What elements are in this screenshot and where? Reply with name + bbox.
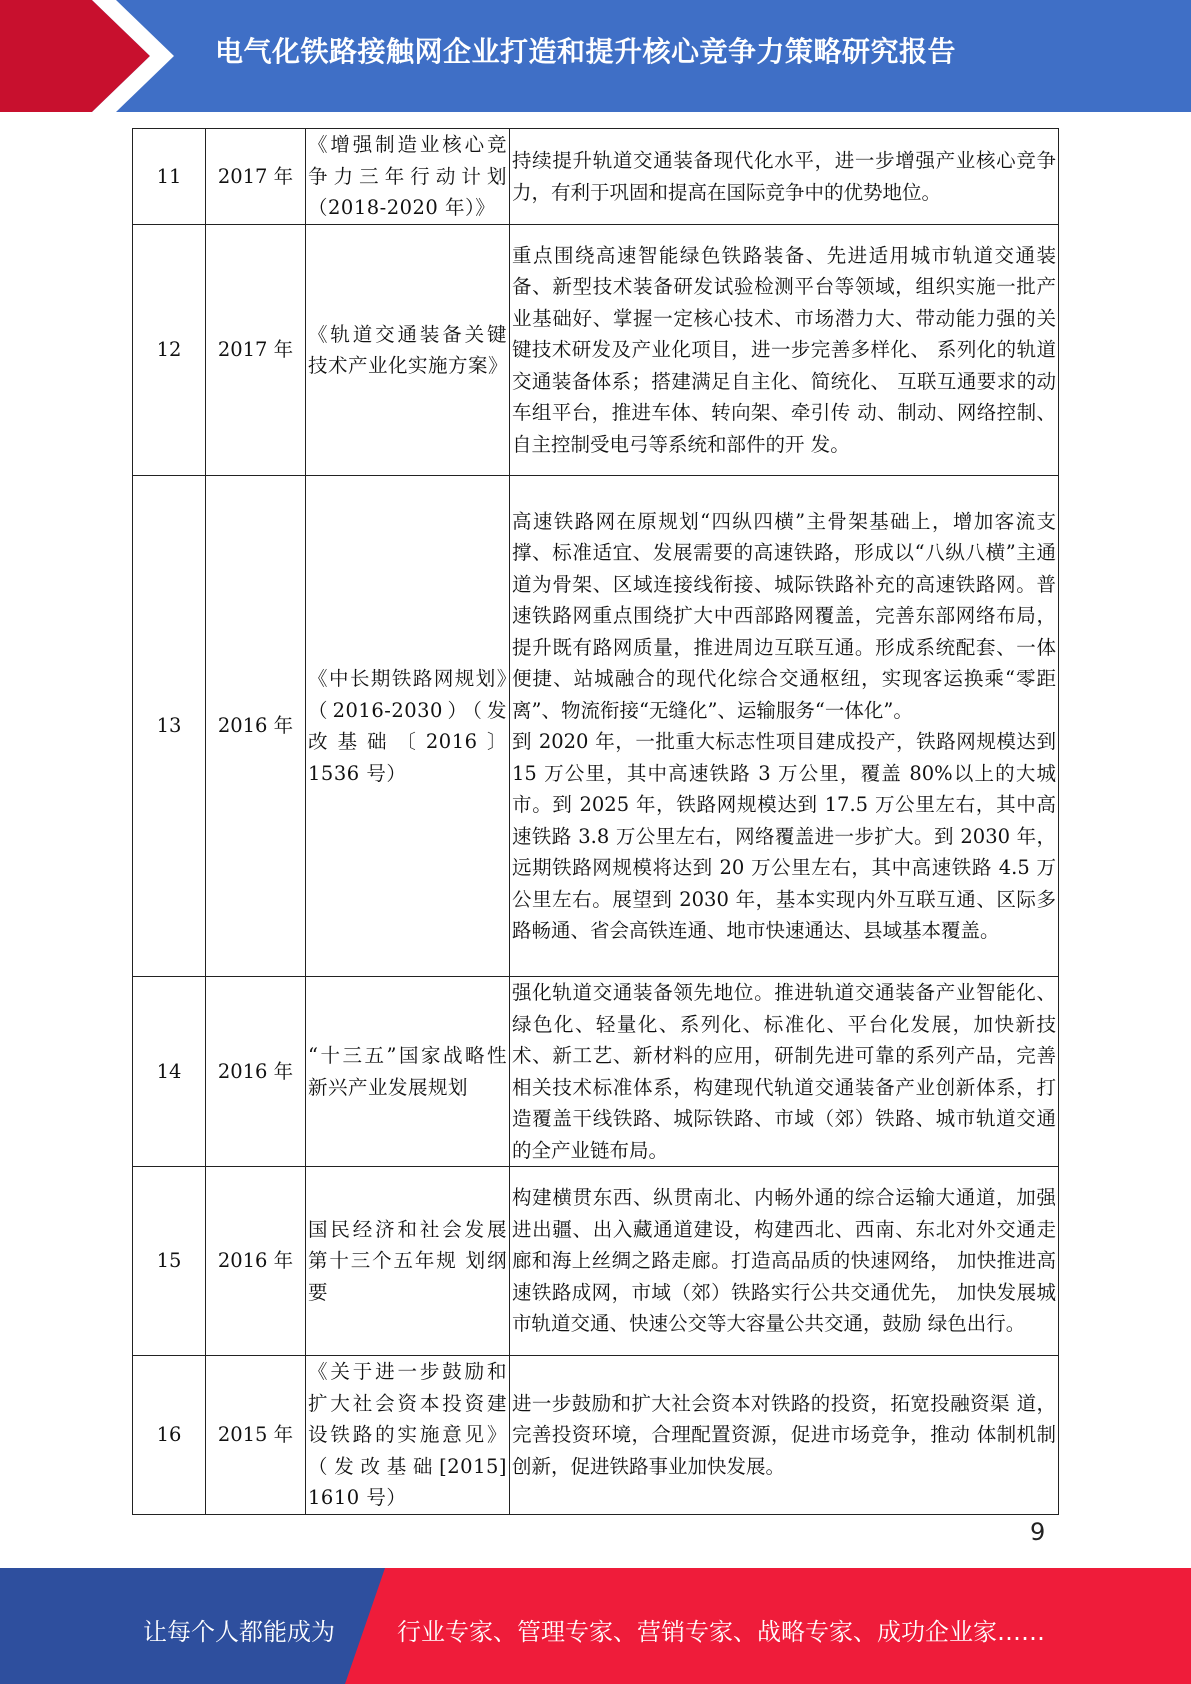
page-header [0, 0, 1191, 112]
row-year: 2015 年 [206, 1356, 306, 1515]
row-number: 12 [133, 225, 206, 476]
row-year: 2016 年 [206, 1167, 306, 1356]
row-year: 2017 年 [206, 225, 306, 476]
policy-name: 《关于进一步鼓励和扩大社会资本投资建设铁路的实施意见》（发改基础[2015] 1610 号） [306, 1356, 510, 1515]
policy-name: 《增强制造业核心竞争力三年行动计划（2018-2020 年）》 [306, 129, 510, 225]
policy-content: 构建横贯东西、纵贯南北、内畅外通的综合运输大通道，加强进出疆、出入藏通道建设，构建西北、西南、东北对外交通走廊和海上丝绸之路走廊。打造高品质的快速网络， 加快推进高速铁路成网，市域（郊）铁路实行公共交通优先， 加快发展城市轨道交通、快速公交等大容量公共交通，鼓励 绿色出行。 [510, 1167, 1059, 1356]
row-number: 16 [133, 1356, 206, 1515]
row-number: 13 [133, 476, 206, 977]
page-number: 9 [1030, 1518, 1046, 1546]
policy-name: “十三五”国家战略性新兴产业发展规划 [306, 977, 510, 1167]
policy-content: 强化轨道交通装备领先地位。推进轨道交通装备产业智能化、绿色化、轻量化、系列化、标准化、平台化发展，加快新技术、新工艺、新材料的应用，研制先进可靠的系列产品，完善相关技术标准体系，构建现代轨道交通装备产业创新体系，打造覆盖干线铁路、城际铁路、市域（郊）铁路、城市轨道交通的全产业链布局。 [510, 977, 1059, 1167]
page-footer [0, 1568, 1191, 1684]
table-row [133, 129, 1059, 225]
policy-content: 重点围绕高速智能绿色铁路装备、先进适用城市轨道交通装备、新型技术装备研发试验检测平台等领域，组织实施一批产业基础好、掌握一定核心技术、市场潜力大、带动能力强的关键技术研发及产业化项目，进一步完善多样化、 系列化的轨道交通装备体系；搭建满足自主化、简统化、 互联互通要求的动车组平台，推进车体、转向架、牵引传 动、制动、网络控制、自主控制受电弓等系统和部件的开 发。 [510, 225, 1059, 476]
table-row [133, 476, 1059, 977]
row-year: 2016 年 [206, 476, 306, 977]
table-row [133, 977, 1059, 1167]
table-row [133, 1167, 1059, 1356]
policy-name: 国民经济和社会发展第十三个五年规 划纲要 [306, 1167, 510, 1356]
table-row [133, 225, 1059, 476]
policy-content [510, 476, 1059, 977]
row-year: 2017 年 [206, 129, 306, 225]
policy-name: 《中长期铁路网规划》（2016-2030）（发 改基础〔2016〕1536 号） [306, 476, 510, 977]
row-number: 11 [133, 129, 206, 225]
policy-content-para-1: 高速铁路网在原规划“四纵四横”主骨架基础上，增加客流支撑、标准适宜、发展需要的高速铁路，形成以“八纵八横”主通道为骨架、区域连接线衔接、城际铁路补充的高速铁路网。普速铁路网重点围绕扩大中西部路网覆盖，完善东部网络布局，提升既有路网质量，推进周边互联互通。形成系统配套、一体便捷、站城融合的现代化综合交通枢纽，实现客运换乘“零距离”、物流衔接“无缝化”、运输服务“一体化”。 [512, 509, 1056, 722]
footer-slogan-right: 行业专家、管理专家、营销专家、战略专家、成功企业家…… [397, 1618, 1045, 1646]
row-number: 14 [133, 977, 206, 1167]
policy-name: 《轨道交通装备关键技术产业化实施方案》 [306, 225, 510, 476]
footer-slogan-left: 让每个人都能成为 [143, 1618, 335, 1646]
row-year: 2016 年 [206, 977, 306, 1167]
row-number: 15 [133, 1167, 206, 1356]
policy-content: 进一步鼓励和扩大社会资本对铁路的投资，拓宽投融资渠 道，完善投资环境，合理配置资源，促进市场竞争，推动 体制机制创新，促进铁路事业加快发展。 [510, 1356, 1059, 1515]
policy-content-para-2: 到 2020 年，一批重大标志性项目建成投产，铁路网规模达到 15 万公里，其中高速铁路 3 万公里，覆盖 80%以上的大城市。到 2025 年，铁路网规模达到 17.5 万公里左右，其中高速铁路 3.8 万公里左右，网络覆盖进一步扩大。到 2030 年，远期铁路网规模将达到 20 万公里左右，其中高速铁路 4.5 万公里左右。展望到 2030 年，基本实现内外互联互通、区际多路畅通、省会高铁连通、地市快速通达、县域基本覆盖。 [512, 730, 1056, 942]
report-title: 电气化铁路接触网企业打造和提升核心竞争力策略研究报告 [215, 35, 957, 68]
policy-table [132, 128, 1059, 1515]
policy-content: 持续提升轨道交通装备现代化水平，进一步增强产业核心竞争力，有利于巩固和提高在国际竞争中的优势地位。 [510, 129, 1059, 225]
table-row [133, 1356, 1059, 1515]
